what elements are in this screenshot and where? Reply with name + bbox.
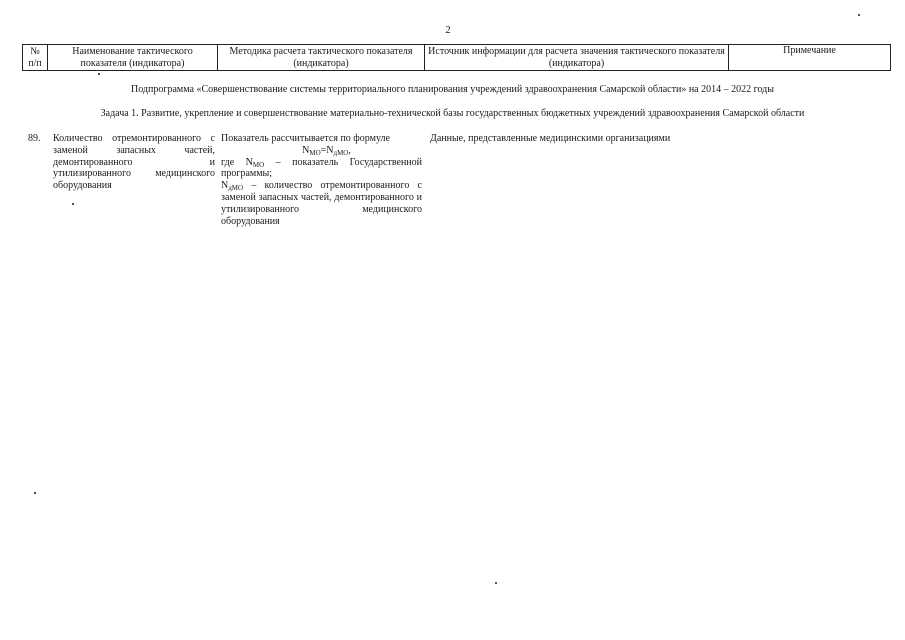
information-source: Данные, представленные медицинскими организациями: [430, 133, 671, 144]
row-number: 89.: [28, 133, 41, 144]
indicator-table-header: [22, 44, 891, 71]
header-note: Примечание: [729, 45, 891, 71]
method-where: где $N_{МО}$ – показатель Государственной программы;: [221, 156, 422, 180]
scan-speck: [495, 582, 497, 584]
page-number: 2: [445, 24, 451, 36]
header-number: № п/п: [23, 45, 48, 71]
header-indicator-name: Наименование тактического показателя (индикатора): [48, 45, 218, 71]
scan-speck: [72, 203, 74, 205]
task-title: Задача 1. Развитие, укрепление и совершенствование материально-технической базы государственных бюджетных учреждений здравоохранения Самарской области: [100, 108, 805, 119]
calculation-method: [221, 133, 422, 227]
header-information-source: Источник информации для расчета значения тактического показателя (индикатора): [425, 45, 729, 71]
method-definition: $N_{дМО}$ – количество отремонтированного с заменой запасных частей, демонтированного и утилизированного медицинского оборудования: [221, 180, 422, 227]
method-intro: Показатель рассчитывается по формуле: [221, 133, 390, 144]
scan-speck: [34, 492, 36, 494]
table-header-row: [23, 45, 891, 71]
method-formula: $N_{МО}=N_{дМО}$,: [302, 144, 351, 157]
subprogram-title: Подпрограмма «Совершенствование системы территориального планирования учреждений здравоохранения Самарской области» на 2014 – 2022 годы: [131, 84, 774, 95]
indicator-name: Количество отремонтированного с заменой запасных частей, демонтированного и утилизированного медицинского оборудования: [53, 133, 215, 192]
scan-speck: [98, 73, 100, 75]
header-calculation-method: Методика расчета тактического показателя (индикатора): [218, 45, 425, 71]
scan-speck: [858, 14, 860, 16]
